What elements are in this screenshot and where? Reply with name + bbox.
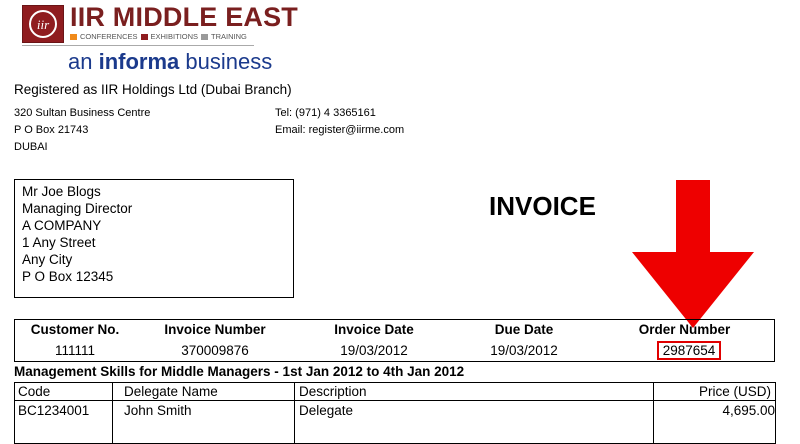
tagline-prefix: an <box>68 49 99 74</box>
course-title: Management Skills for Middle Managers - 1st Jan 2012 to 4th Jan 2012 <box>14 364 465 379</box>
recipient-line: Mr Joe Blogs <box>22 184 101 199</box>
logo-divider <box>22 45 254 46</box>
logo-company-name: IIR MIDDLE EAST <box>70 2 299 32</box>
column-header-price: Price (USD) <box>698 384 771 399</box>
sender-tel: Tel: (971) 4 3365161 <box>275 107 376 119</box>
down-arrow-icon <box>632 180 754 328</box>
logo-tagline-divisions <box>70 32 247 41</box>
invoice-date-value: 19/03/2012 <box>340 343 408 358</box>
header-invoice-number: Invoice Number <box>164 322 266 337</box>
iir-logo-icon <box>22 5 64 43</box>
item-description: Delegate <box>299 403 354 418</box>
orange-square-icon <box>70 34 77 40</box>
header-invoice-date: Invoice Date <box>334 322 414 337</box>
order-number-highlight <box>657 341 721 360</box>
red-square-icon <box>141 34 148 40</box>
recipient-line: 1 Any Street <box>22 235 96 250</box>
recipient-line: A COMPANY <box>22 218 102 233</box>
invoice-number-value: 370009876 <box>181 343 249 358</box>
customer-no-value: 111111 <box>54 343 96 358</box>
item-code: BC1234001 <box>18 403 90 418</box>
order-number-value: 2987654 <box>662 343 716 358</box>
logo-tag-exhibitions: EXHIBITIONS <box>150 32 199 41</box>
column-divider <box>294 382 295 444</box>
header-due-date: Due Date <box>494 322 554 337</box>
item-price: 4,695.00 <box>722 403 775 418</box>
header-customer-no: Customer No. <box>30 322 120 337</box>
grey-square-icon <box>201 34 208 40</box>
recipient-line: Any City <box>22 252 73 267</box>
item-delegate-name: John Smith <box>124 403 192 418</box>
sender-address-line: 320 Sultan Business Centre <box>14 107 151 119</box>
tagline-brand: informa <box>98 49 180 74</box>
svg-text:iir: iir <box>36 17 50 32</box>
table-header-divider <box>14 400 776 401</box>
column-header-description: Description <box>299 384 367 399</box>
recipient-line: Managing Director <box>22 201 133 216</box>
recipient-line: P O Box 12345 <box>22 269 114 284</box>
registered-as: Registered as IIR Holdings Ltd (Dubai Branch) <box>14 82 292 97</box>
header-order-number: Order Number <box>638 322 731 337</box>
column-header-code: Code <box>18 384 51 399</box>
logo-informa-tagline <box>68 49 272 75</box>
logo-tag-training: TRAINING <box>211 32 247 41</box>
invoice-title: INVOICE <box>489 191 596 221</box>
logo-tag-conferences: CONFERENCES <box>80 32 138 41</box>
column-header-delegate-name: Delegate Name <box>124 384 218 399</box>
sender-address-line: DUBAI <box>14 141 48 153</box>
sender-address-line: P O Box 21743 <box>14 124 89 136</box>
due-date-value: 19/03/2012 <box>490 343 558 358</box>
tagline-suffix: business <box>179 49 273 74</box>
sender-email: Email: register@iirme.com <box>275 124 405 136</box>
column-divider <box>112 382 113 444</box>
